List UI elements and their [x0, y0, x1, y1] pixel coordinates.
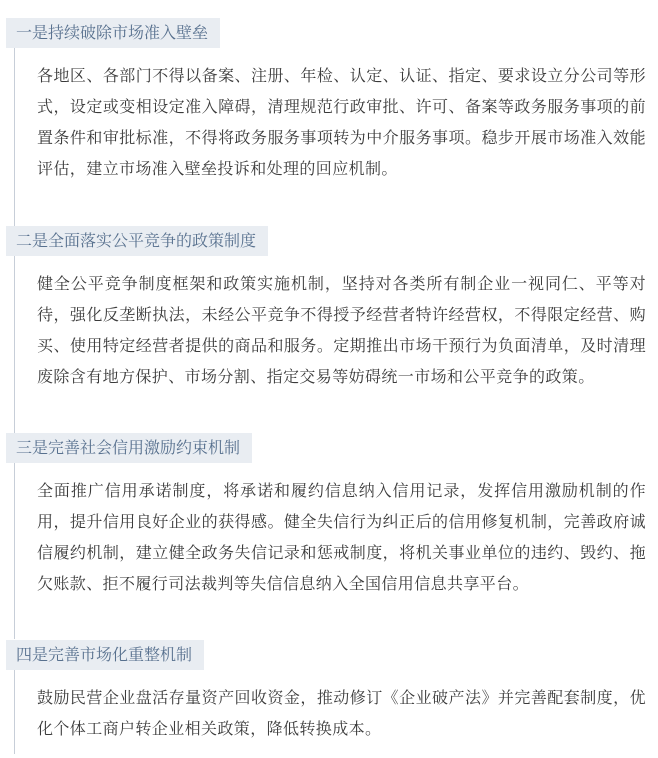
- paragraph: 全面推广信用承诺制度，将承诺和履约信息纳入信用记录，发挥信用激励机制的作用，提升信用良好企业的获得感。健全失信行为纠正后的信用修复机制，完善政府诚信履约机制，建立健全政务失信记录和惩戒制度，将机关事业单位的违约、毁约、拖欠账款、拒不履行司法裁判等失信信息纳入全国信用信息共享平台。: [37, 481, 646, 593]
- section-heading: 一是持续破除市场准入壁垒: [6, 18, 220, 48]
- section-1: [0, 18, 658, 232]
- section-heading: 三是完善社会信用激励约束机制: [6, 433, 252, 463]
- section-4: [0, 640, 658, 754]
- paragraph: 各地区、各部门不得以备案、注册、年检、认定、认证、指定、要求设立分公司等形式，设定或变相设定准入障碍，清理规范行政审批、许可、备案等政务服务事项的前置条件和审批标准，不得将政务服务事项转为中介服务事项。稳步开展市场准入效能评估，建立市场准入壁垒投诉和处理的回应机制。: [37, 66, 646, 178]
- paragraph: 鼓励民营企业盘活存量资产回收资金，推动修订《企业破产法》并完善配套制度，优化个体工商户转企业相关政策，降低转换成本。: [37, 688, 646, 738]
- section-body: [14, 463, 658, 639]
- section-body: [14, 256, 658, 442]
- section-3: [0, 433, 658, 639]
- section-heading: 四是完善市场化重整机制: [6, 640, 204, 670]
- section-body: [14, 670, 658, 754]
- section-heading: 二是全面落实公平竞争的政策制度: [6, 226, 268, 256]
- section-body: [14, 48, 658, 232]
- section-2: [0, 226, 658, 442]
- paragraph: 健全公平竞争制度框架和政策实施机制，坚持对各类所有制企业一视同仁、平等对待，强化反垄断执法，未经公平竞争不得授予经营者特许经营权，不得限定经营、购买、使用特定经营者提供的商品和服务。定期推出市场干预行为负面清单，及时清理废除含有地方保护、市场分割、指定交易等妨碍统一市场和公平竞争的政策。: [37, 274, 646, 386]
